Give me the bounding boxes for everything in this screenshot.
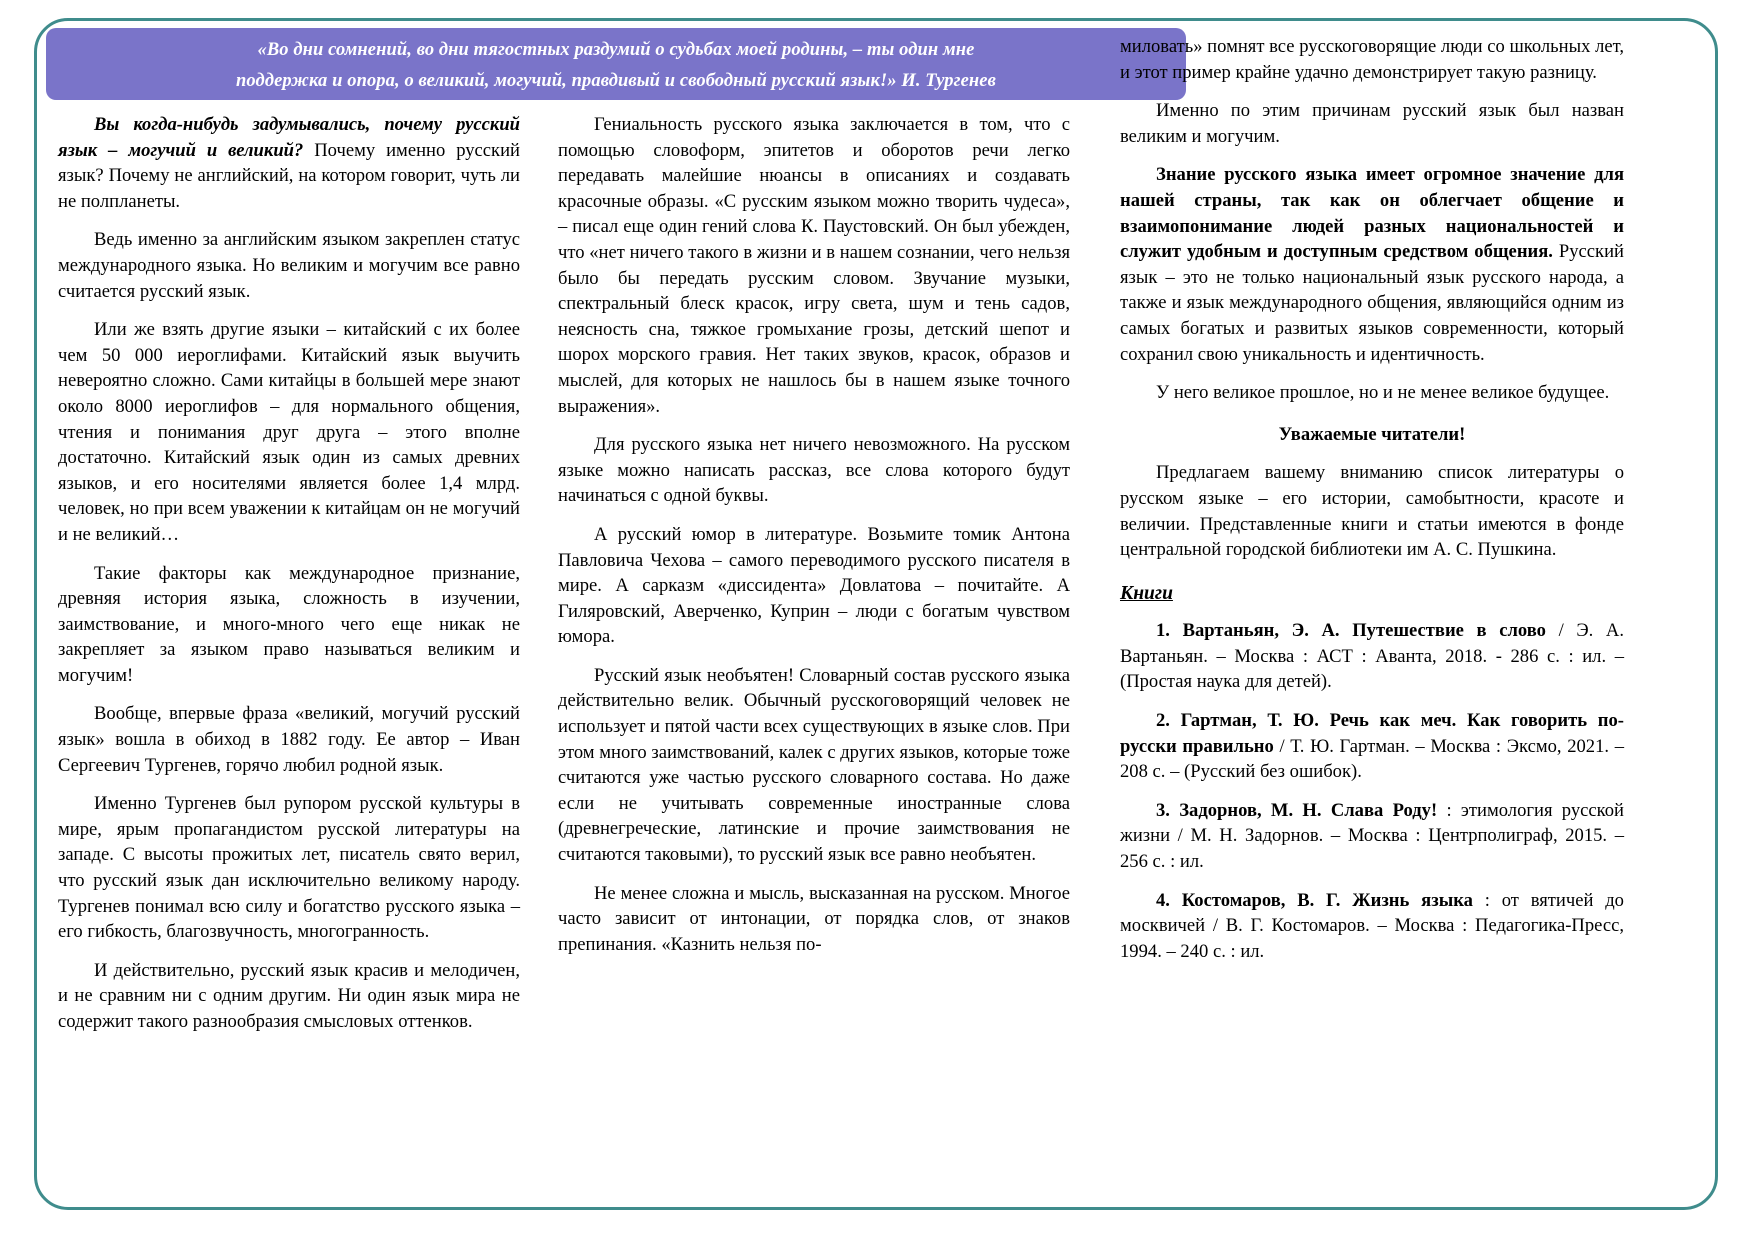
quote-banner	[46, 28, 1186, 100]
paragraph: Русский язык необъятен! Словарный состав русского языка действительно велик. Обычный русскоговорящий человек не использует и пятой части всех существующих в языке слов. При этом много заимствований, калек с других языков, которые тоже считаются уже частью русского словарного состава. Но даже если не учитывать современные иностранные слова (древнегреческие, латинские и прочие заимствования не считаются таковыми), то русский язык все равно необъятен.	[558, 664, 1070, 866]
emphasis-rest: Русский язык – это не только национальный язык русского народа, а также и язык международного общения, являющийся одним из самых богатых и развитых языков современности, который сохранил свою уникальность и идентичность.	[1120, 241, 1624, 365]
readers-heading: Уважаемые читатели!	[1278, 423, 1466, 445]
paragraph: миловать» помнят все русскоговорящие люди со школьных лет, и этот пример крайне удачно демонстрирует такую разницу.	[1120, 36, 1624, 83]
list-item	[1120, 708, 1624, 785]
list-item	[1120, 618, 1624, 695]
paragraph: У него великое прошлое, но и не менее великое будущее.	[1156, 382, 1610, 404]
lead-in-text: Вы когда-нибудь задумывались, почему русский язык – могучий и великий?	[58, 114, 520, 161]
paragraph: А русский юмор в литературе. Возьмите томик Антона Павловича Чехова – самого переводимого русского писателя в мире. А сарказм «диссидента» Довлатова – почитайте. А Гиляровский, Аверченко, Куприн – люди с богатым чувством юмора.	[558, 523, 1070, 648]
paragraph-emphasis	[1120, 162, 1624, 367]
list-item	[1120, 888, 1624, 965]
column-left	[58, 112, 558, 1194]
paragraph: Ведь именно за английским языком закреплен статус международного языка. Но великим и могучим все равно считается русский язык.	[58, 229, 520, 302]
paragraph: Не менее сложна и мысль, высказанная на русском. Многое часто зависит от интонации, от порядка слов, от знаков препинания. «Казнить нельзя по-	[558, 882, 1070, 955]
paragraph: Для русского языка нет ничего невозможного. На русском языке можно написать рассказ, все слова которого будут начинаться с одной буквы.	[558, 434, 1070, 507]
paragraph: Вообще, впервые фраза «великий, могучий русский язык» вошла в обиход в 1882 году. Ее автор – Иван Сергеевич Тургенев, горячо любил родной язык.	[58, 703, 520, 776]
paragraph: Именно по этим причинам русский язык был назван великим и могучим.	[1120, 100, 1624, 147]
book-title: 2. Гартман, Т. Ю. Речь как меч. Как говорить по-русски правильно	[1120, 710, 1624, 757]
quote-line-1: «Во дни сомнений, во дни тягостных раздумий о судьбах моей родины, – ты один мне	[257, 40, 975, 60]
book-details: : от вятичей до москвичей / В. Г. Костомаров. – Москва : Педагогика-Пресс, 1994. – 240 с. : ил.	[1120, 889, 1624, 962]
book-details: / Э. А. Вартаньян. – Москва : АСТ : Аванта, 2018. - 286 с. : ил. – (Простая наука для детей).	[1120, 620, 1624, 693]
lead-in-rest: Почему именно русский язык? Почему не английский, на котором говорит, чуть ли не полпланеты.	[58, 139, 520, 212]
paragraph: И действительно, русский язык красив и мелодичен, и не сравним ни с одним другим. Ни один язык мира не содержит такого разнообразия смысловых оттенков.	[58, 959, 520, 1032]
paragraph: Или же взять другие языки – китайский с их более чем 50 000 иероглифами. Китайский язык выучить невероятно сложно. Сами китайцы в большей мере знают около 8000 иероглифов – для нормального общения, чтения и понимания друг друга – этого вполне достаточно. Китайский язык один из самых древних языков, и его носителями является более 1,4 млрд. человек, но при всем уважении к китайцам он не могучий и не великий…	[58, 319, 520, 545]
book-title: 3. Задорнов, М. Н. Слава Роду!	[1156, 799, 1438, 821]
paragraph: Гениальность русского языка заключается в том, что с помощью словоформ, эпитетов и оборотов речи легко передавать малейшие нюансы в описаниях и создавать красочные образы. «С русским языком можно творить чудеса», – писал еще один гений слова К. Паустовский. Он был убежден, что «нет ничего такого в жизни и в нашем сознании, чего нельзя было бы передать русским словом. Звучание музыки, спектральный блеск красок, игру света, шум и тень садов, неясность сна, тяжкое громыхание грозы, детский шепот и шорох морского гравия. Нет таких звуков, красок, образов и мыслей, для которых не нашлось бы в нашем языке точного выражения».	[558, 114, 1070, 417]
quote-line-2: поддержка и опора, о великий, могучий, правдивый и свободный русский язык!» И. Тургенев	[236, 71, 996, 91]
paragraph: Именно Тургенев был рупором русской культуры в мире, ярым пропагандистом русской литературы на западе. С высоты прожитых лет, писатель свято верил, что русский язык дан исключительно великому народу. Тургенев понимал всю силу и богатство русского языка – его гибкость, благозвучность, многогранность.	[58, 793, 520, 943]
emphasis-text: Знание русского языка имеет огромное значение для нашей страны, так как он облегчает общение и взаимопонимание людей разных национальностей и служит удобным и доступным средством общения.	[1120, 164, 1624, 263]
paragraph: Предлагаем вашему вниманию список литературы о русском языке – его истории, самобытности, красоте и величии. Представленные книги и статьи имеются в фонде центральной городской библиотеки им А. С. Пушкина.	[1120, 462, 1624, 561]
books-section-heading: Книги	[1120, 582, 1173, 604]
column-middle	[558, 112, 1110, 1194]
paragraph: Такие факторы как международное признание, древняя история языка, сложность в изучении, заимствование, и много-много чего еще никак не закрепляет за языком право называться великим и могучим!	[58, 562, 520, 686]
book-title: 1. Вартаньян, Э. А. Путешествие в слово	[1156, 620, 1546, 642]
column-right	[1110, 34, 1630, 1194]
book-details: : этимология русской жизни / М. Н. Задорнов. – Москва : Центрполиграф, 2015. – 256 с. : ил.	[1120, 799, 1624, 873]
book-title: 4. Костомаров, В. Г. Жизнь языка	[1156, 889, 1473, 911]
list-item	[1120, 798, 1624, 875]
book-details: / Т. Ю. Гартман. – Москва : Эксмо, 2021. – 208 с. – (Русский без ошибок).	[1120, 735, 1624, 783]
paragraph-intro	[58, 112, 520, 214]
